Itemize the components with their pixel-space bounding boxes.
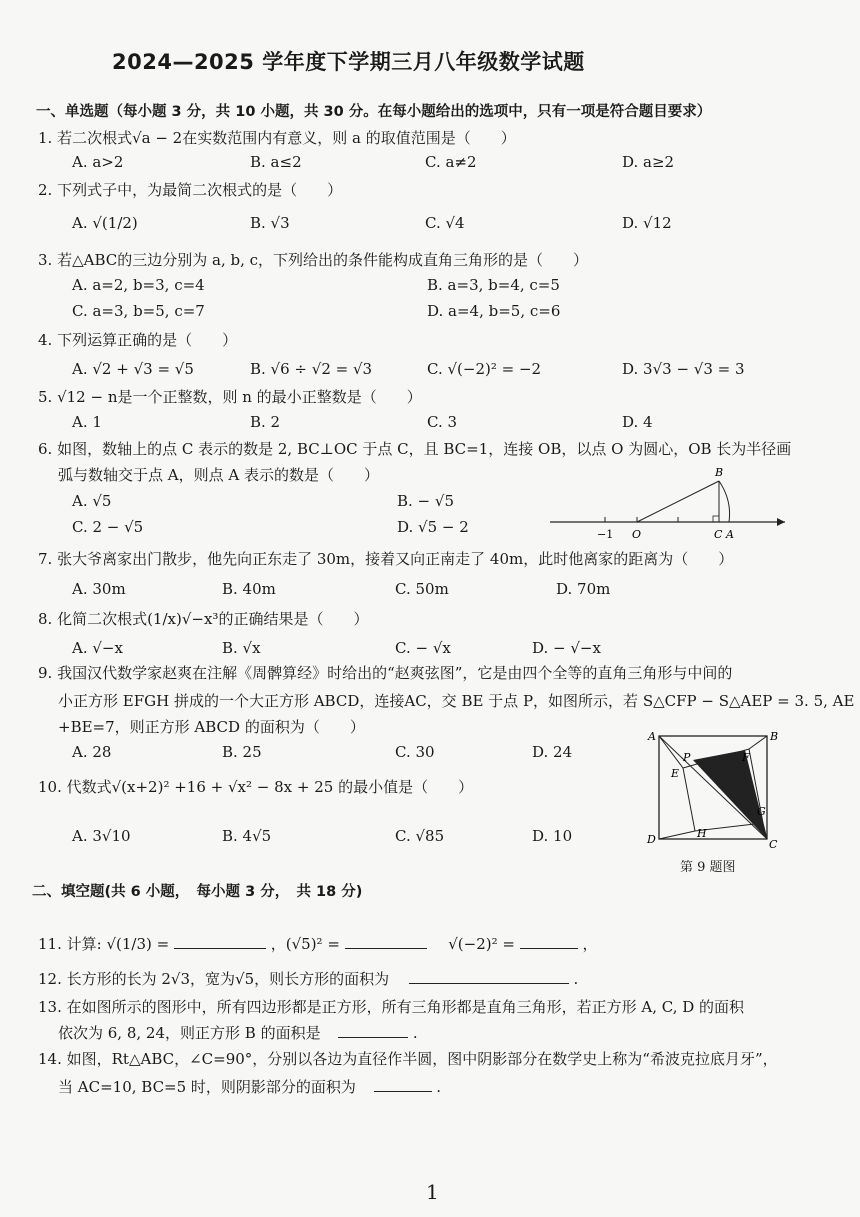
- q1-stem: 1. 若二次根式√a − 2在实数范围内有意义，则 a 的取值范围是（ ）: [38, 129, 516, 147]
- q4-stem: 4. 下列运算正确的是（ ）: [38, 331, 238, 349]
- q9-fig-label-b: B: [770, 730, 779, 743]
- q7-option-b: B. 40m: [222, 580, 276, 598]
- q11-row: [38, 933, 598, 954]
- q6-stem-line2: 弧与数轴交于点 A，则点 A 表示的数是（ ）: [58, 466, 379, 484]
- q8-option-b: B. √x: [222, 639, 261, 657]
- q10-stem: 10. 代数式√(x+2)² +16 + √x² − 8x + 25 的最小值是（ ）: [38, 778, 474, 796]
- q9-option-c: C. 30: [395, 743, 435, 761]
- q7-stem: 7. 张大爷离家出门散步，他先向正东走了 30m，接着又向正南走了 40m，此时他离家的距离为（ ）: [38, 550, 734, 568]
- q9-stem-line2: 小正方形 EFGH 拼成的一个大正方形 ABCD，连接AC，交 BE 于点 P，如图所示，若 S△CFP − S△AEP = 3. 5, AE: [58, 692, 855, 710]
- q4-option-a: A. √2 + √3 = √5: [72, 360, 194, 378]
- q5-option-c: C. 3: [427, 413, 458, 431]
- q11-sep-1: ，(√5)² =: [270, 935, 340, 953]
- q11-blank-2: [345, 934, 427, 949]
- q12-row: [38, 968, 578, 989]
- q13-row-2: [58, 1022, 418, 1043]
- q9-option-d: D. 24: [532, 743, 573, 761]
- q10-option-a: A. 3√10: [72, 827, 131, 845]
- q8-option-c: C. − √x: [395, 639, 451, 657]
- q2-option-a: A. √(1/2): [72, 214, 138, 232]
- q9-stem-line3: +BE=7，则正方形 ABCD 的面积为（ ）: [58, 718, 365, 736]
- q13-stem-line1: 13. 在如图所示的图形中，所有四边形都是正方形，所有三角形都是直角三角形，若正方形 A, C, D 的面积: [38, 998, 745, 1016]
- q14-row-2: [58, 1076, 441, 1097]
- q9-fig-label-e: E: [671, 767, 680, 780]
- q10-option-b: B. 4√5: [222, 827, 272, 845]
- q9-option-b: B. 25: [222, 743, 262, 761]
- section-1-heading: 一、单选题（每小题 3 分，共 10 小题，共 30 分。在每小题给出的选项中，只有一项是符合题目要求）: [36, 104, 712, 120]
- section-2-heading: 二、填空题(共 6 小题， 每小题 3 分， 共 18 分): [32, 884, 363, 900]
- q1-option-c: C. a≠2: [425, 153, 477, 171]
- q9-fig-label-a: A: [648, 730, 656, 743]
- q1-option-b: B. a≤2: [250, 153, 302, 171]
- q12-end: .: [573, 970, 579, 988]
- q13-blank: [338, 1023, 408, 1038]
- q1-option-d: D. a≥2: [622, 153, 675, 171]
- q9-fig-label-c: C: [769, 838, 778, 850]
- q6-fig-label-c: C: [714, 528, 723, 541]
- q3-stem: 3. 若△ABC的三边分别为 a, b, c，下列给出的条件能构成直角三角形的是（ ）: [38, 251, 589, 269]
- q6-stem-line1: 6. 如图，数轴上的点 C 表示的数是 2, BC⊥OC 于点 C，且 BC=1，连接 OB，以点 O 为圆心，OB 长为半径画: [38, 440, 792, 458]
- q5-option-d: D. 4: [622, 413, 653, 431]
- q6-option-c: C. 2 − √5: [72, 518, 144, 536]
- q12-stem: 12. 长方形的长为 2√3，宽为√5，则长方形的面积为: [38, 970, 390, 988]
- q12-blank: [409, 969, 569, 984]
- q9-fig-label-p: P: [683, 751, 691, 764]
- q9-zhao-shuang-figure: [645, 728, 785, 850]
- page-number: 1: [426, 1180, 439, 1204]
- q9-fig-label-f: F: [742, 751, 750, 764]
- q6-option-a: A. √5: [72, 492, 112, 510]
- q14-stem-line1: 14. 如图，Rt△ABC，∠C=90°，分别以各边为直径作半圆，图中阴影部分在数学史上称为“希波克拉底月牙”，: [38, 1050, 778, 1068]
- q11-end: ，: [582, 935, 598, 953]
- q6-fig-label-a: A: [726, 528, 734, 541]
- exam-title: 2024—2025 学年度下学期三月八年级数学试题: [112, 50, 585, 74]
- q8-option-a: A. √−x: [72, 639, 123, 657]
- q6-option-b: B. − √5: [397, 492, 454, 510]
- q4-option-d: D. 3√3 − √3 = 3: [622, 360, 745, 378]
- q11-label: 11. 计算: √(1/3) =: [38, 935, 170, 953]
- q7-option-a: A. 30m: [72, 580, 126, 598]
- q2-option-c: C. √4: [425, 214, 465, 232]
- q9-fig-label-d: D: [647, 833, 656, 846]
- q14-stem-line2: 当 AC=10, BC=5 时，则阴影部分的面积为: [58, 1078, 356, 1096]
- q6-fig-label-o: O: [632, 528, 642, 541]
- q14-end: .: [436, 1078, 442, 1096]
- q3-option-c: C. a=3, b=5, c=7: [72, 302, 205, 320]
- q6-fig-label-b: B: [715, 466, 724, 479]
- q6-number-line-figure: [545, 460, 790, 545]
- q4-option-b: B. √6 ÷ √2 = √3: [250, 360, 373, 378]
- q8-stem: 8. 化简二次根式(1/x)√−x³的正确结果是（ ）: [38, 610, 369, 628]
- q2-stem: 2. 下列式子中，为最简二次根式的是（ ）: [38, 181, 343, 199]
- q11-blank-1: [174, 934, 266, 949]
- q2-option-b: B. √3: [250, 214, 290, 232]
- q9-option-a: A. 28: [72, 743, 112, 761]
- q3-option-b: B. a=3, b=4, c=5: [427, 276, 560, 294]
- q7-option-d: D. 70m: [556, 580, 611, 598]
- q9-fig-label-h: H: [697, 827, 707, 840]
- q13-end: .: [412, 1024, 418, 1042]
- q2-option-d: D. √12: [622, 214, 672, 232]
- q5-stem: 5. √12 − n是一个正整数，则 n 的最小正整数是（ ）: [38, 388, 422, 406]
- q10-option-d: D. 10: [532, 827, 573, 845]
- q1-option-a: A. a>2: [72, 153, 124, 171]
- q9-figure-caption: 第 9 题图: [680, 860, 736, 875]
- q11-sep-2: √(−2)² =: [448, 935, 515, 953]
- q8-option-d: D. − √−x: [532, 639, 601, 657]
- q6-option-d: D. √5 − 2: [397, 518, 469, 536]
- q13-stem-line2: 依次为 6, 8, 24，则正方形 B 的面积是: [58, 1024, 321, 1042]
- q3-option-a: A. a=2, b=3, c=4: [72, 276, 205, 294]
- q9-stem-line1: 9. 我国汉代数学家赵爽在注解《周髀算经》时给出的“赵爽弦图”，它是由四个全等的直角三角形与中间的: [38, 664, 733, 682]
- q7-option-c: C. 50m: [395, 580, 449, 598]
- q5-option-b: B. 2: [250, 413, 281, 431]
- q14-blank: [374, 1077, 432, 1092]
- q3-option-d: D. a=4, b=5, c=6: [427, 302, 561, 320]
- q11-blank-3: [520, 934, 578, 949]
- q4-option-c: C. √(−2)² = −2: [427, 360, 542, 378]
- q5-option-a: A. 1: [72, 413, 102, 431]
- q9-fig-label-g: G: [757, 805, 766, 818]
- q10-option-c: C. √85: [395, 827, 445, 845]
- q6-fig-label-minus-one: −1: [597, 528, 614, 541]
